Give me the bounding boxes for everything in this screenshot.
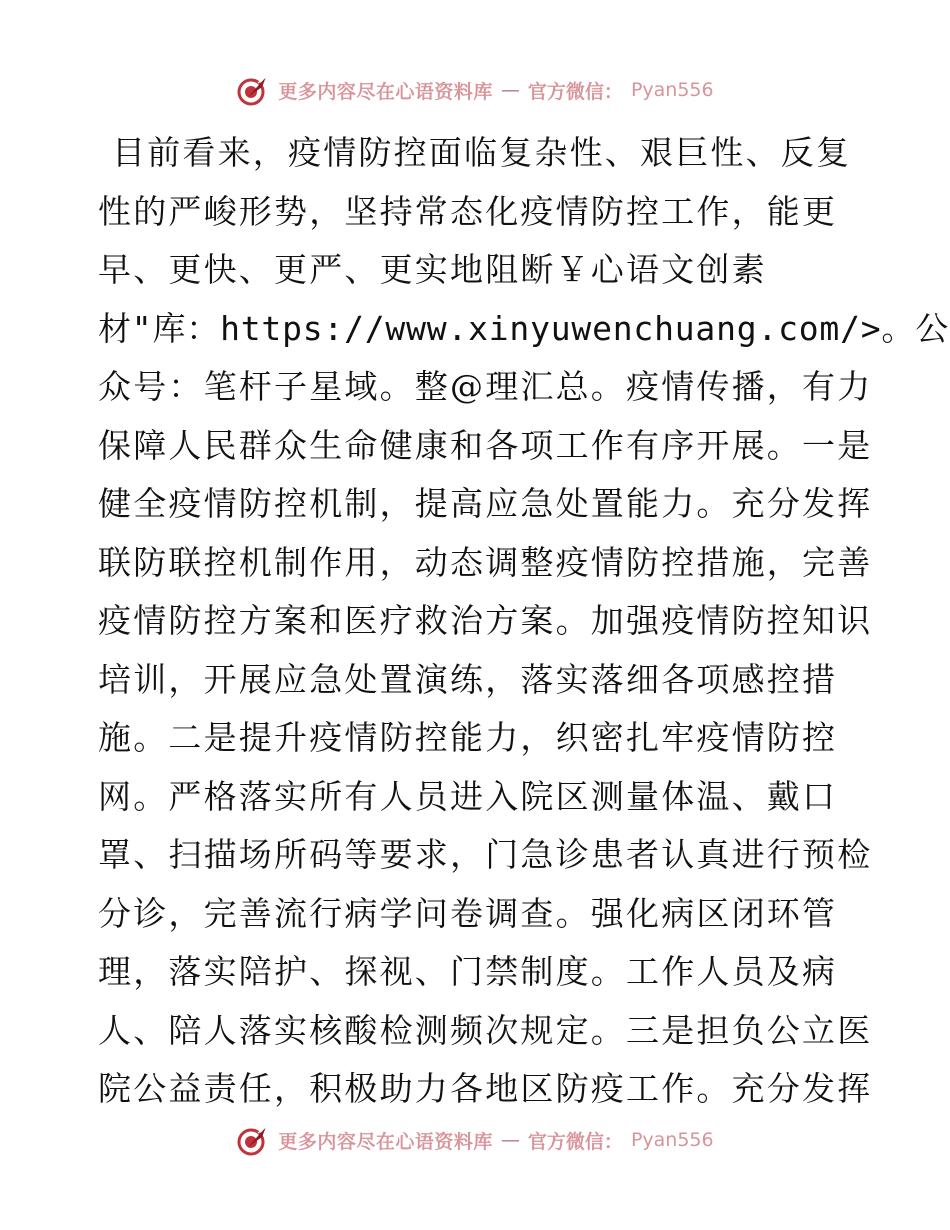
body-line: 院公益责任，积极助力各地区防疫工作。充分发挥 — [98, 1069, 873, 1108]
footer-banner-text: 更多内容尽在心语资料库 — [278, 1130, 493, 1153]
header-banner-text: 更多内容尽在心语资料库 — [278, 80, 493, 103]
body-line: 网。严格落实所有人员进入院区测量体温、戴口 — [98, 776, 838, 816]
footer-contact-label: 官方微信： — [527, 1130, 623, 1153]
body-line: 性的严峻形势，坚持常态化疫情防控工作，能更 — [98, 191, 838, 231]
footer-banner — [0, 1120, 950, 1160]
quill-logo-icon — [236, 73, 270, 107]
header-banner-separator: — — [500, 79, 520, 101]
body-line: 联防联控机制作用，动态调整疫情防控措施，完善 — [98, 542, 873, 582]
quill-logo-icon — [236, 1123, 270, 1157]
body-line: 众号：笔杆子星域。整@理汇总。疫情传播，有力 — [98, 367, 873, 406]
body-line: 早、更快、更严、更实地阻断￥心语文创素 — [98, 250, 767, 289]
body-line-url: 材"库：https://www.xinyuwenchuang.com/>。公 — [98, 308, 950, 348]
body-line: 保障人民群众生命健康和各项工作有序开展。一是 — [98, 425, 873, 465]
footer-contact-id: Pyan556 — [630, 1129, 714, 1151]
body-line: 目前看来，疫情防控面临复杂性、艰巨性、反复 — [112, 133, 852, 172]
header-contact-label: 官方微信： — [527, 80, 623, 103]
document-body — [98, 124, 950, 1119]
body-line: 分诊，完善流行病学问卷调查。强化病区闭环管 — [98, 893, 838, 933]
header-contact-id: Pyan556 — [630, 79, 714, 101]
body-line: 理，落实陪护、探视、门禁制度。工作人员及病 — [98, 952, 838, 991]
header-banner — [0, 70, 950, 110]
body-line: 培训，开展应急处置演练，落实落细各项感控措 — [98, 659, 838, 699]
body-line: 人、陪人落实核酸检测频次规定。三是担负公立医 — [98, 1010, 873, 1050]
body-line: 施。二是提升疫情防控能力，织密扎牢疫情防控 — [98, 718, 838, 757]
body-line: 健全疫情防控机制，提高应急处置能力。充分发挥 — [98, 484, 873, 523]
body-line: 疫情防控方案和医疗救治方案。加强疫情防控知识 — [98, 601, 873, 640]
body-line: 罩、扫描场所码等要求，门急诊患者认真进行预检 — [98, 835, 873, 874]
footer-banner-separator: — — [500, 1129, 520, 1151]
